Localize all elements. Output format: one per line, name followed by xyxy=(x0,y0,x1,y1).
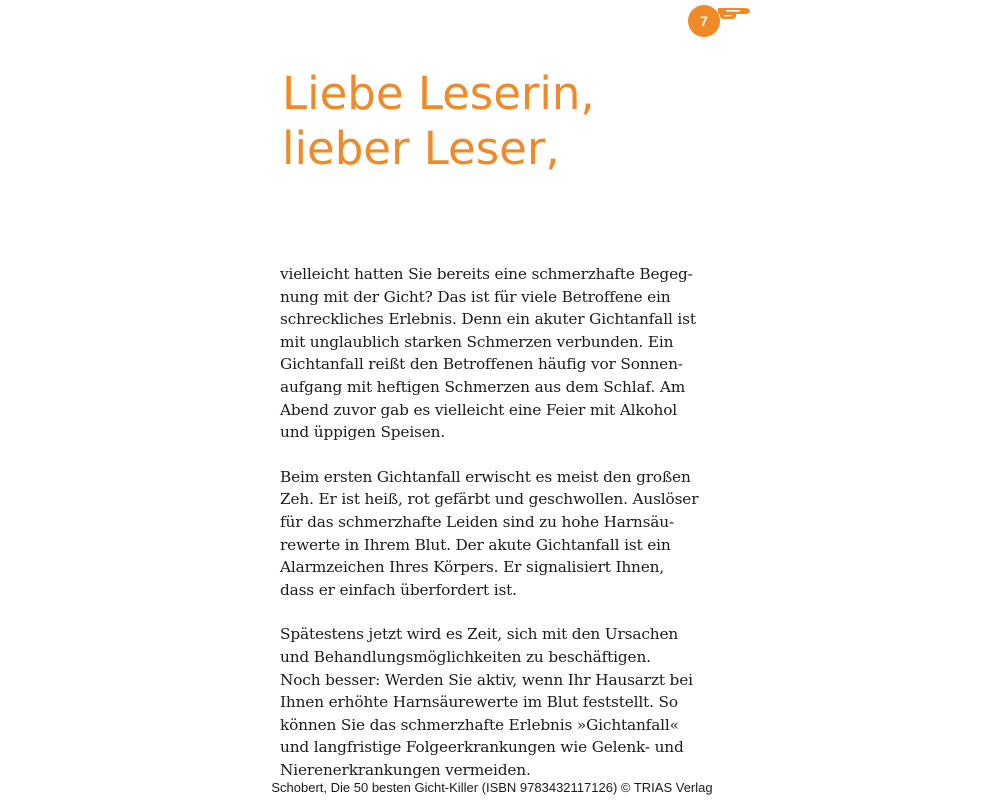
page-heading xyxy=(282,66,595,176)
pointing-hand-icon xyxy=(716,4,752,22)
paragraph-1: vielleicht hatten Sie bereits eine schmerzhafte Begeg- nung mit der Gicht? Das ist für viele Betroffene ein schreckliches Erlebnis. Denn ein akuter Gichtanfall ist mit unglaublich starken Schmerzen verbunden. Ein Gichtanfall reißt den Betroffenen häufig vor Sonnen- aufgang mit heftigen Schmerzen aus dem Schlaf. Am Abend zuvor gab es vielleicht eine Feier mit Alkohol und üppigen Speisen. xyxy=(280,265,696,442)
copyright-footer xyxy=(0,780,1000,795)
footer-text: Schobert, Die 50 besten Gicht-Killer (ISBN 9783432117126) © TRIAS Verlag xyxy=(271,780,713,795)
paragraph-3: Spätestens jetzt wird es Zeit, sich mit den Ursachen und Behandlungsmöglichkeiten zu beschäftigen. Noch besser: Werden Sie aktiv, wenn Ihr Hausarzt bei Ihnen erhöhte Harnsäurewerte im Blut feststellt. So können Sie das schmerzhafte Erlebnis »Gichtanfall« und langfristige Folgeerkrankungen wie Gelenk- und Nierenerkrankungen vermeiden. xyxy=(280,625,693,779)
body-text xyxy=(280,263,700,803)
paragraph-2: Beim ersten Gichtanfall erwischt es meist den großen Zeh. Er ist heiß, rot gefärbt und geschwollen. Auslöser für das schmerzhafte Leiden sind zu hohe Harnsäu- rewerte in Ihrem Blut. Der akute Gichtanfall ist ein Alarmzeichen Ihres Körpers. Er signalisiert Ihnen, dass er einfach überfordert ist. xyxy=(280,467,699,599)
heading-line-1: Liebe Leserin, xyxy=(282,67,595,120)
page-number: 7 xyxy=(700,13,708,29)
heading-line-2: lieber Leser, xyxy=(282,122,560,175)
